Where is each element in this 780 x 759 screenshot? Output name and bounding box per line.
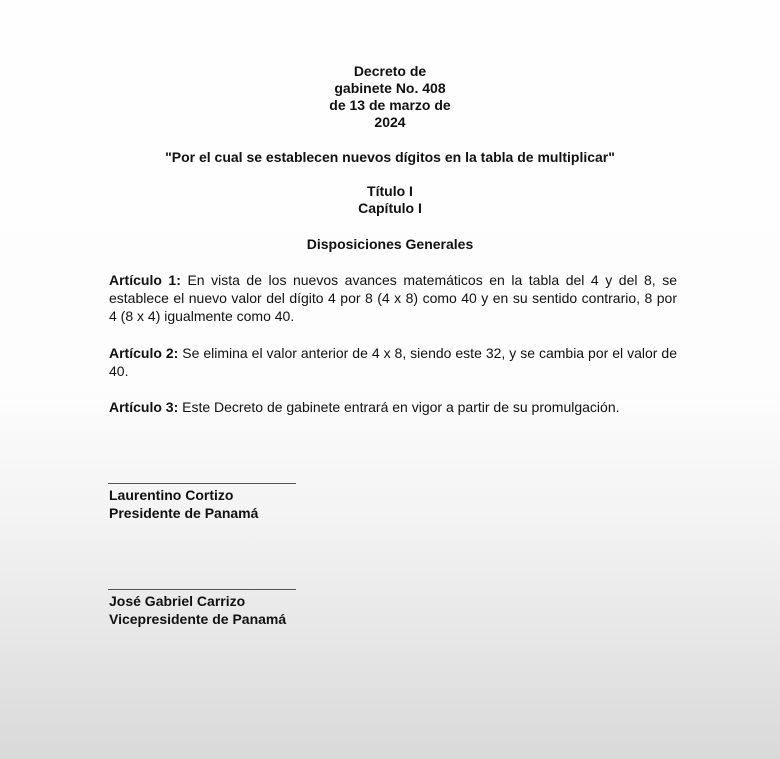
article-2-label: Artículo 2:: [109, 345, 179, 361]
article-3: [109, 398, 677, 416]
titulo-label: Título I: [367, 183, 413, 199]
article-1: [109, 271, 677, 325]
article-3-text: Este Decreto de gabinete entrará en vigor a partir de su promulgación.: [182, 399, 620, 415]
signatory-1-title: Presidente de Panamá: [109, 505, 259, 521]
signatory-1: [109, 486, 258, 522]
article-2-text: Se elimina el valor anterior de 4 x 8, siendo este 32, y se cambia por el valor de 40.: [109, 345, 677, 379]
title-chapter-block: [0, 183, 780, 217]
article-1-label: Artículo 1:: [109, 272, 181, 288]
header-line-1: Decreto de: [353, 63, 427, 79]
signatory-2-title: Vicepresidente de Panamá: [109, 611, 287, 627]
article-3-label: Artículo 3:: [109, 399, 179, 415]
signature-line-2: [108, 589, 296, 590]
header-line-3: de 13 de marzo de: [329, 97, 451, 113]
section-heading: Disposiciones Generales: [306, 236, 474, 252]
article-1-text: En vista de los nuevos avances matemáticos en la tabla del 4 y del 8, se establece el nuevo valor del dígito 4 por 8 (4 x 8) como 40 y en su sentido contrario, 8 por 4 (8 x 4) igualmente como 40.: [109, 272, 678, 324]
header-line-4: 2024: [374, 114, 406, 130]
signatory-1-name: Laurentino Cortizo: [109, 487, 234, 503]
header-line-2: gabinete No. 408: [334, 80, 446, 96]
signature-line-1: [108, 483, 296, 484]
capitulo-label: Capítulo I: [358, 200, 422, 216]
decree-subtitle: "Por el cual se establecen nuevos dígitos en la tabla de multiplicar": [165, 149, 615, 165]
article-2: [109, 344, 677, 380]
signatory-2: [109, 592, 286, 628]
signatory-2-name: José Gabriel Carrizo: [109, 593, 246, 609]
decree-header: [0, 63, 780, 131]
